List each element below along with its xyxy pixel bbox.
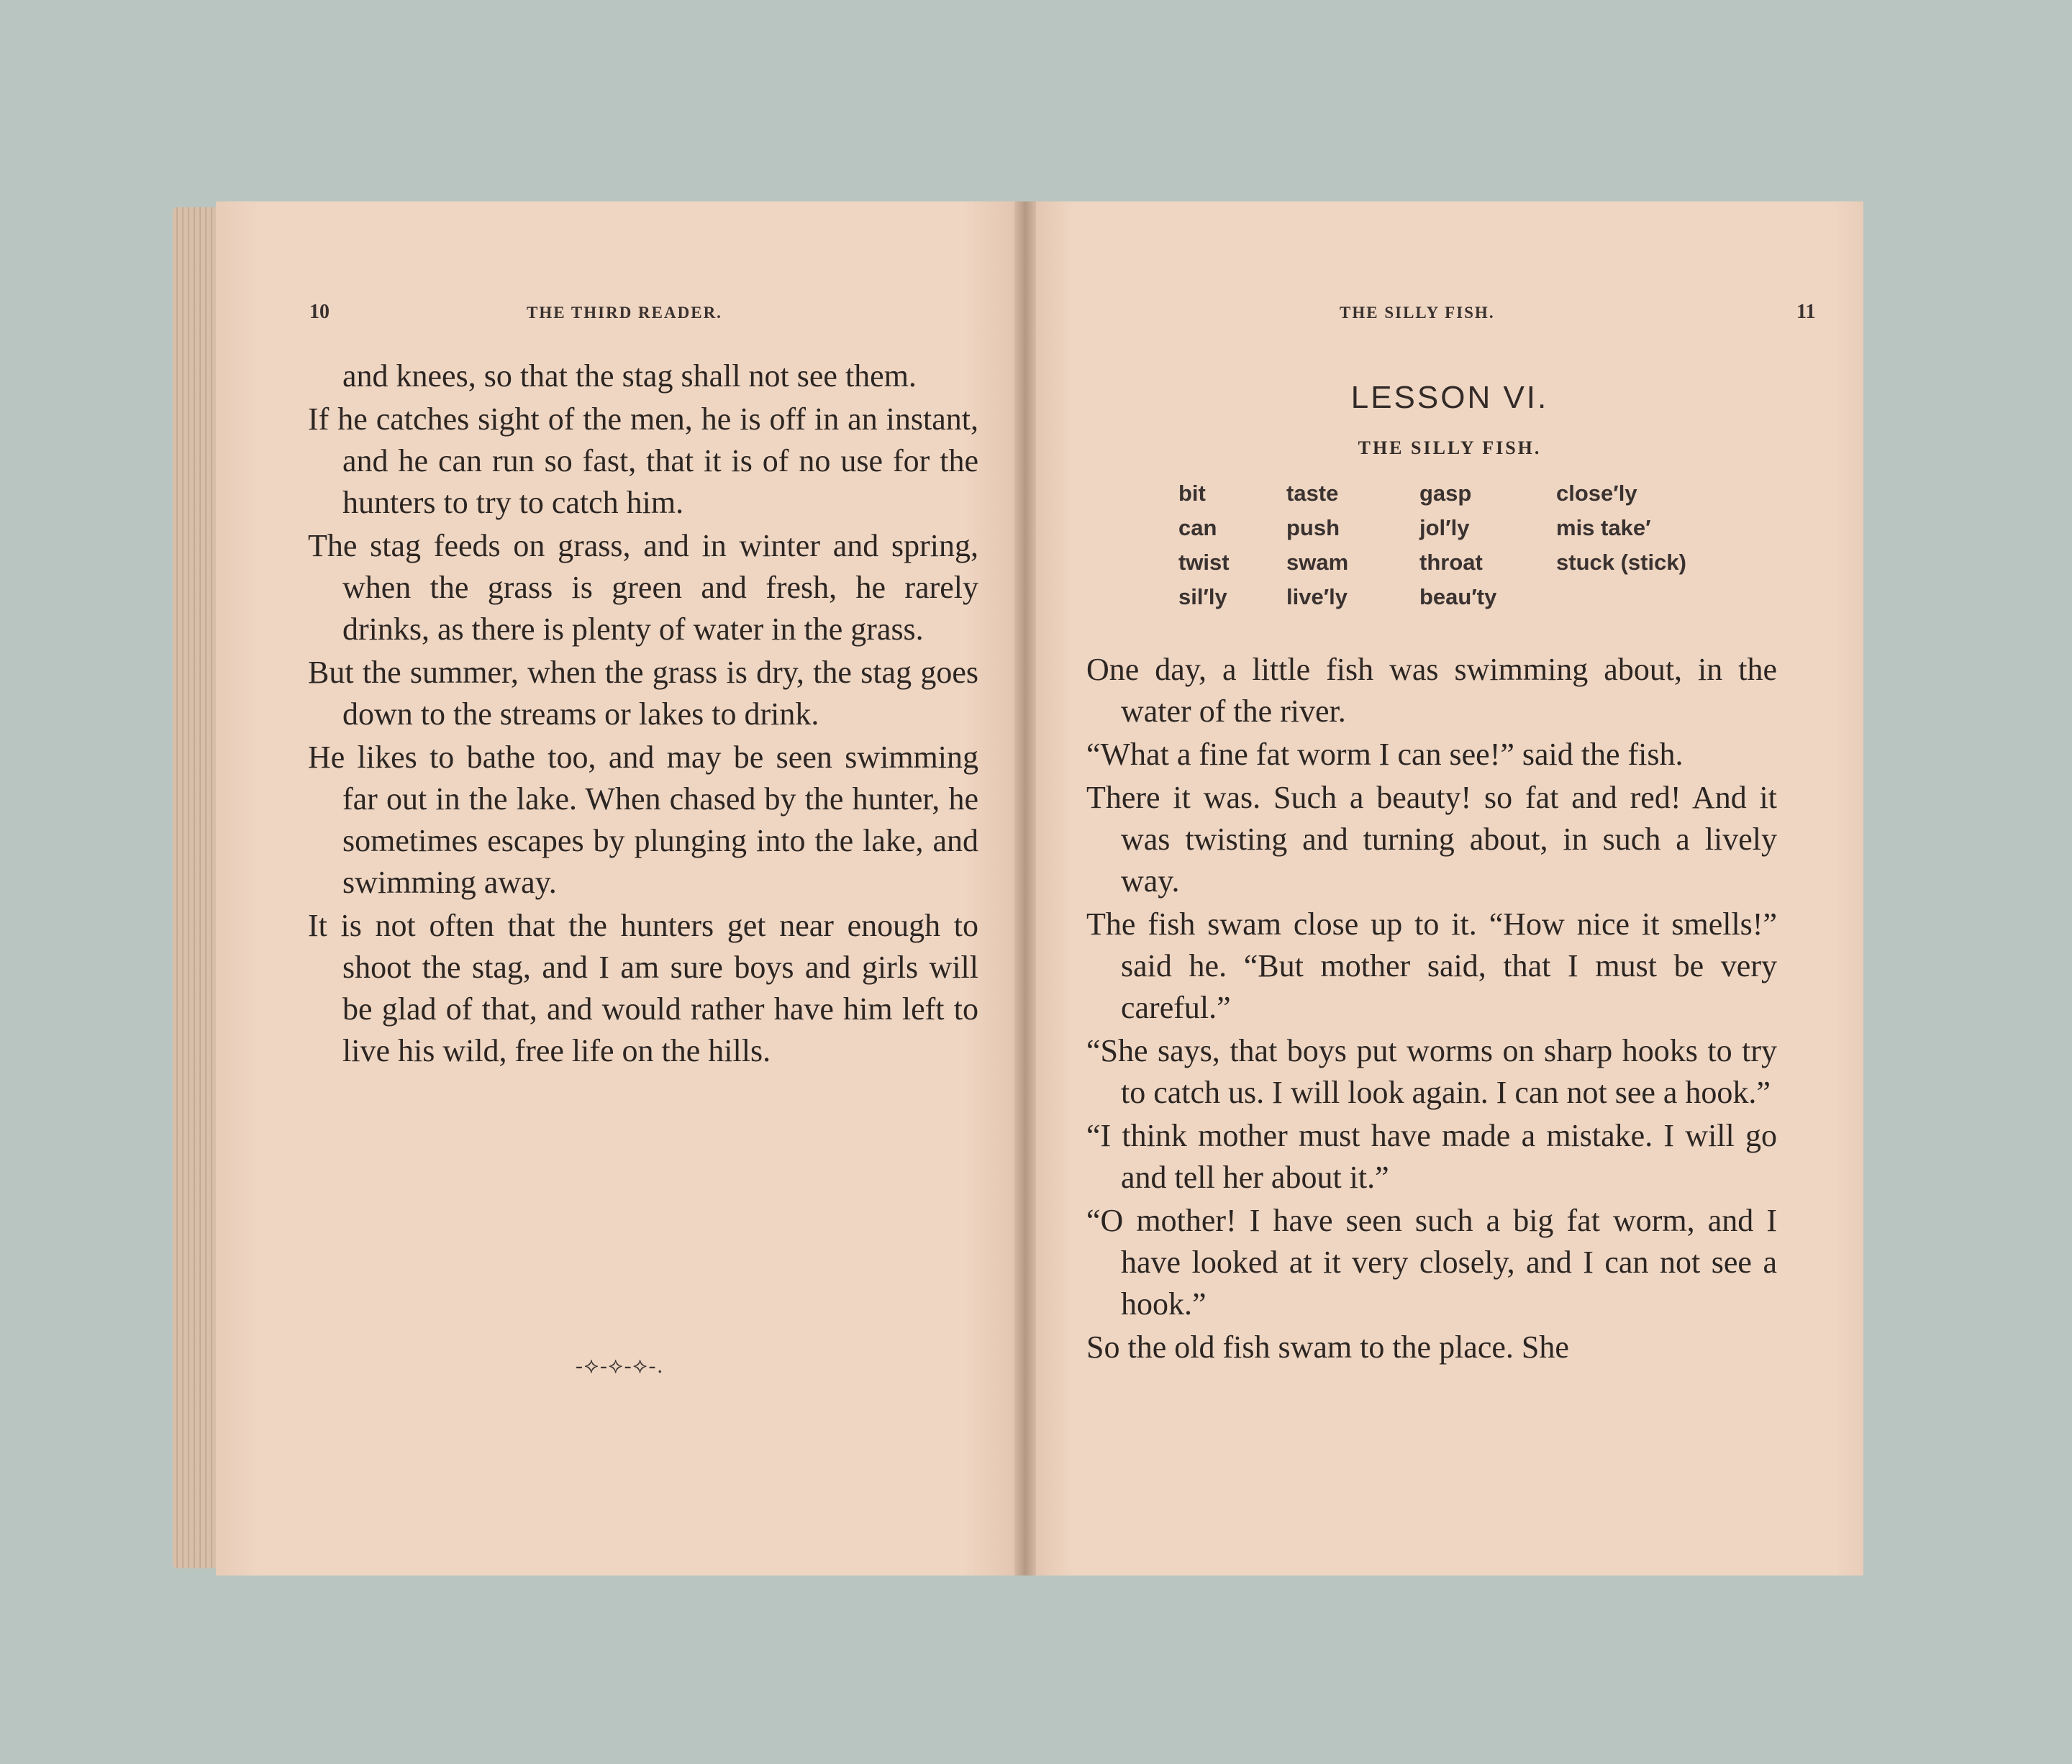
right-paragraph: “I think mother must have made a mistake. I will go and tell her about it.” bbox=[1086, 1118, 1777, 1195]
book-gutter bbox=[1014, 201, 1036, 1576]
vocab-word: close′ly bbox=[1556, 481, 1637, 506]
left-page bbox=[216, 201, 1014, 1576]
vocab-word: jol′ly bbox=[1419, 515, 1470, 540]
vocabulary-list bbox=[1178, 481, 1736, 610]
left-paragraph: It is not often that the hunters get near enough to shoot the stag, and I am sure boys and girls will be glad of that, and would rather have him left to live his wild, free life on the hills. bbox=[308, 908, 978, 1068]
right-paragraph: “What a fine fat worm I can see!” said the fish. bbox=[1086, 737, 1684, 772]
right-paragraph: So the old fish swam to the place. She bbox=[1086, 1329, 1569, 1365]
vocab-word: swam bbox=[1286, 550, 1349, 575]
left-paragraph: But the summer, when the grass is dry, the stag goes down to the streams or lakes to drink. bbox=[308, 655, 978, 732]
vocab-word: mis take′ bbox=[1556, 515, 1651, 540]
vocab-word: stuck (stick) bbox=[1556, 550, 1686, 575]
vocab-word: can bbox=[1178, 515, 1217, 540]
left-paragraph: and knees, so that the stag shall not see them. bbox=[342, 358, 917, 394]
left-paragraph: If he catches sight of the men, he is off in an instant, and he can run so fast, that it is of no use for the hunters to try to catch him. bbox=[308, 401, 978, 520]
section-ornament: -⟡-⟡-⟡-. bbox=[576, 1354, 664, 1378]
right-paragraph: One day, a little fish was swimming about, in the water of the river. bbox=[1086, 652, 1777, 729]
vocab-word: taste bbox=[1286, 481, 1339, 506]
left-paragraph: The stag feeds on grass, and in winter and spring, when the grass is green and fresh, he rarely drinks, as there is plenty of water in the grass. bbox=[308, 528, 978, 647]
lesson-title: LESSON VI. bbox=[1350, 380, 1549, 415]
right-paragraph: The fish swam close up to it. “How nice it smells!” said he. “But mother said, that I must be very careful.” bbox=[1086, 906, 1777, 1025]
right-page bbox=[1036, 201, 1863, 1576]
left-paragraph: He likes to bathe too, and may be seen swimming far out in the lake. When chased by the hunter, he sometimes escapes by plunging into the lake, and swimming away. bbox=[308, 740, 978, 900]
left-text-block bbox=[308, 355, 978, 1073]
vocab-word: sil′ly bbox=[1178, 584, 1227, 609]
right-paragraph: There it was. Such a beauty! so fat and red! And it was twisting and turning about, in such a lively way. bbox=[1086, 780, 1777, 899]
vocab-word: gasp bbox=[1419, 481, 1472, 506]
vocab-word: bit bbox=[1178, 481, 1206, 506]
vocab-word bbox=[1556, 584, 1736, 610]
lesson-subtitle: THE SILLY FISH. bbox=[1358, 437, 1542, 458]
vocab-word: throat bbox=[1419, 550, 1483, 575]
left-running-head: THE THIRD READER. bbox=[527, 304, 722, 322]
open-book bbox=[173, 201, 1878, 1576]
vocab-word: twist bbox=[1178, 550, 1230, 575]
right-page-number: 11 bbox=[1796, 301, 1816, 323]
vocab-word: live′ly bbox=[1286, 584, 1348, 609]
left-page-number: 10 bbox=[309, 301, 330, 323]
right-paragraph: “She says, that boys put worms on sharp hooks to try to catch us. I will look again. I can not see a hook.” bbox=[1086, 1033, 1777, 1110]
right-paragraph: “O mother! I have seen such a big fat worm, and I have looked at it very closely, and I can not see a hook.” bbox=[1086, 1203, 1777, 1322]
vocab-word: push bbox=[1286, 515, 1340, 540]
vocab-word: beau′ty bbox=[1419, 584, 1497, 609]
right-running-head: THE SILLY FISH. bbox=[1340, 304, 1495, 322]
right-text-block bbox=[1086, 649, 1777, 1370]
